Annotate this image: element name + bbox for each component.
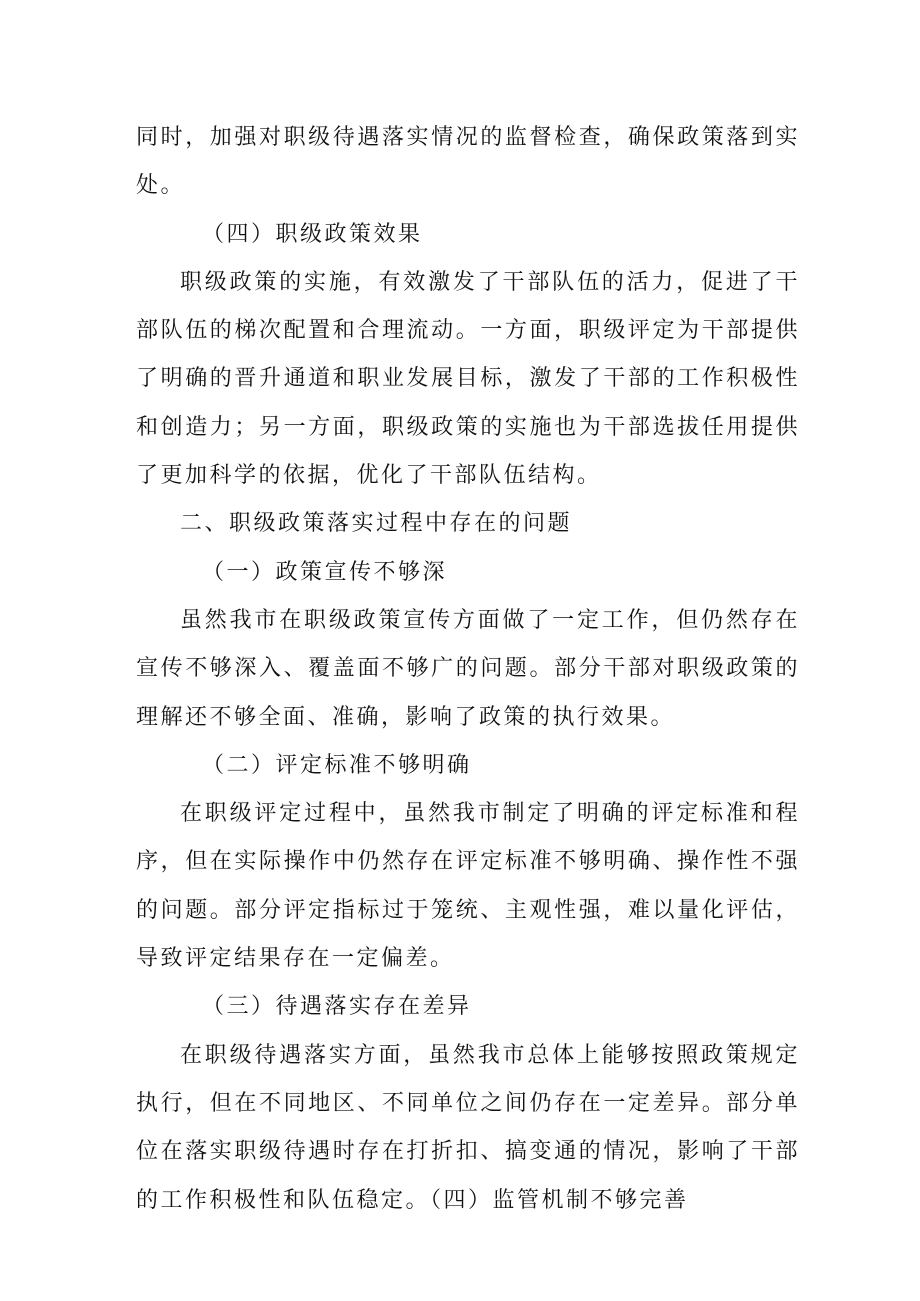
paragraph-policy-effect: 职级政策的实施，有效激发了干部队伍的活力，促进了干部队伍的梯次配置和合理流动。一方面，职级评定为干部提供了明确的晋升通道和职业发展目标，激发了干部的工作积极性和创造力；另一方面，职级政策的实施也为干部选拔任用提供了更加科学的依据，优化了干部队伍结构。: [136, 269, 800, 489]
paragraph-publicity: 虽然我市在职级政策宣传方面做了一定工作，但仍然存在宣传不够深入、覆盖面不够广的问题。部分干部对职级政策的理解还不够全面、准确，影响了政策的执行效果。: [136, 607, 800, 730]
paragraph-evaluation-standards: 在职级评定过程中，虽然我市制定了明确的评定标准和程序，但在实际操作中仍然存在评定标准不够明确、操作性不强的问题。部分评定指标过于笼统、主观性强，难以量化评估，导致评定结果存在一定偏差。: [136, 801, 800, 972]
subheading-policy-effect: （四）职级政策效果: [202, 221, 423, 247]
subheading-evaluation-standards: （二）评定标准不够明确: [202, 752, 472, 778]
subheading-treatment-differences: （三）待遇落实存在差异: [202, 994, 472, 1020]
subheading-publicity: （一）政策宣传不够深: [202, 559, 448, 585]
paragraph-continuation: 同时，加强对职级待遇落实情况的监督检查，确保政策落到实处。: [136, 125, 800, 199]
paragraph-treatment-differences: 在职级待遇落实方面，虽然我市总体上能够按照政策规定执行，但在不同地区、不同单位之间仍存在一定差异。部分单位在落实职级待遇时存在打折扣、搞变通的情况，影响了干部的工作积极性和队伍稳定。（四）监管机制不够完善: [136, 1042, 800, 1213]
section-heading-problems: 二、职级政策落实过程中存在的问题: [180, 511, 573, 537]
document-body: [136, 114, 800, 1225]
